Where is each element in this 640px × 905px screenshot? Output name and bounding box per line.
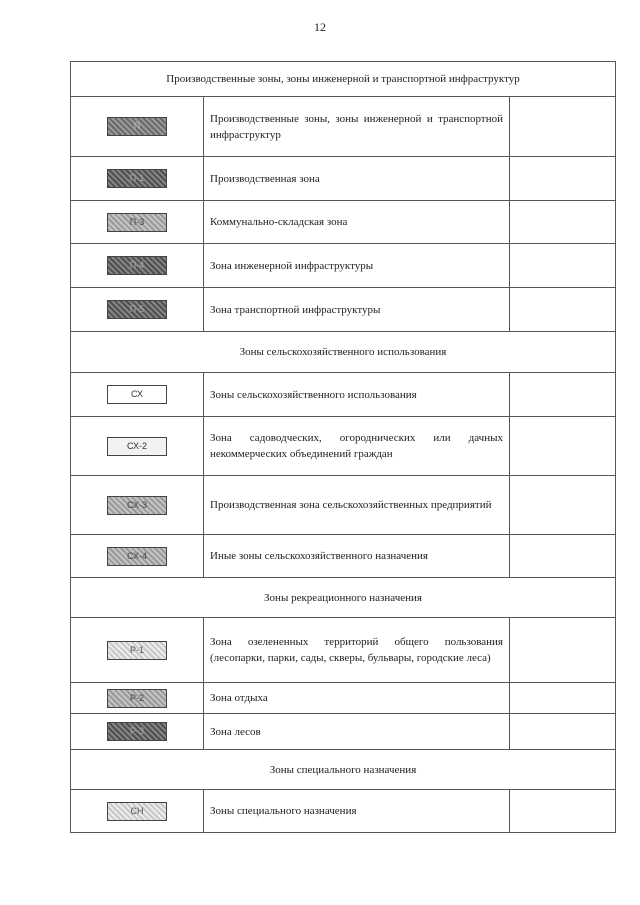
empty-cell [510, 683, 616, 714]
table-row [71, 535, 616, 578]
table-row [71, 618, 616, 683]
zone-symbol: СХ-4 [107, 547, 167, 566]
table-row [71, 476, 616, 535]
empty-cell [510, 97, 616, 157]
section-header-row [71, 578, 616, 618]
zone-symbol: СН [107, 802, 167, 821]
table-row [71, 373, 616, 417]
section-header-row [71, 332, 616, 373]
zone-symbol: П-1 [107, 169, 167, 188]
table-row [71, 201, 616, 244]
zone-description: Производственные зоны, зоны инженерной и транспортной инфраструктур [204, 97, 510, 157]
table-row [71, 97, 616, 157]
empty-cell [510, 476, 616, 535]
empty-cell [510, 288, 616, 332]
zone-description: Коммунально-складская зона [204, 201, 510, 244]
zone-description: Иные зоны сельскохозяйственного назначения [204, 535, 510, 578]
table-row [71, 288, 616, 332]
section-title: Производственные зоны, зоны инженерной и транспортной инфраструктур [71, 62, 616, 97]
table-row [71, 714, 616, 750]
section-header-row [71, 62, 616, 97]
zone-symbol: Р-3 [107, 722, 167, 741]
table-row [71, 157, 616, 201]
table-row [71, 244, 616, 288]
empty-cell [510, 417, 616, 476]
table-row [71, 417, 616, 476]
zone-description: Производственная зона [204, 157, 510, 201]
zone-description: Зоны сельскохозяйственного использования [204, 373, 510, 417]
zone-description: Зона транспортной инфраструктуры [204, 288, 510, 332]
zone-description: Зона инженерной инфраструктуры [204, 244, 510, 288]
zone-description: Зоны специального назначения [204, 790, 510, 833]
section-title: Зоны сельскохозяйственного использования [71, 332, 616, 373]
zone-symbol: П-3 [107, 213, 167, 232]
zone-symbol: СХ-3 [107, 496, 167, 515]
zone-symbol: Р-1 [107, 641, 167, 660]
empty-cell [510, 201, 616, 244]
empty-cell [510, 618, 616, 683]
page-number: 12 [314, 20, 326, 34]
zone-legend-table [70, 61, 616, 833]
empty-cell [510, 244, 616, 288]
zone-symbol: П [107, 117, 167, 136]
zone-symbol: СХ [107, 385, 167, 404]
empty-cell [510, 790, 616, 833]
zone-description: Зона садоводческих, огороднических или дачных некоммерческих объединений граждан [204, 417, 510, 476]
empty-cell [510, 535, 616, 578]
table-row [71, 790, 616, 833]
zone-description: Зона лесов [204, 714, 510, 750]
zone-symbol: П-4 [107, 256, 167, 275]
section-header-row [71, 750, 616, 790]
empty-cell [510, 373, 616, 417]
zone-description: Зона отдыха [204, 683, 510, 714]
zone-description: Производственная зона сельскохозяйственных предприятий [204, 476, 510, 535]
section-title: Зоны специального назначения [71, 750, 616, 790]
zone-symbol: СХ-2 [107, 437, 167, 456]
zone-symbol: П-5 [107, 300, 167, 319]
empty-cell [510, 714, 616, 750]
zone-description: Зона озелененных территорий общего пользования (лесопарки, парки, сады, скверы, бульвары, городские леса) [204, 618, 510, 683]
zone-symbol: Р-2 [107, 689, 167, 708]
section-title: Зоны рекреационного назначения [71, 578, 616, 618]
table-row [71, 683, 616, 714]
empty-cell [510, 157, 616, 201]
